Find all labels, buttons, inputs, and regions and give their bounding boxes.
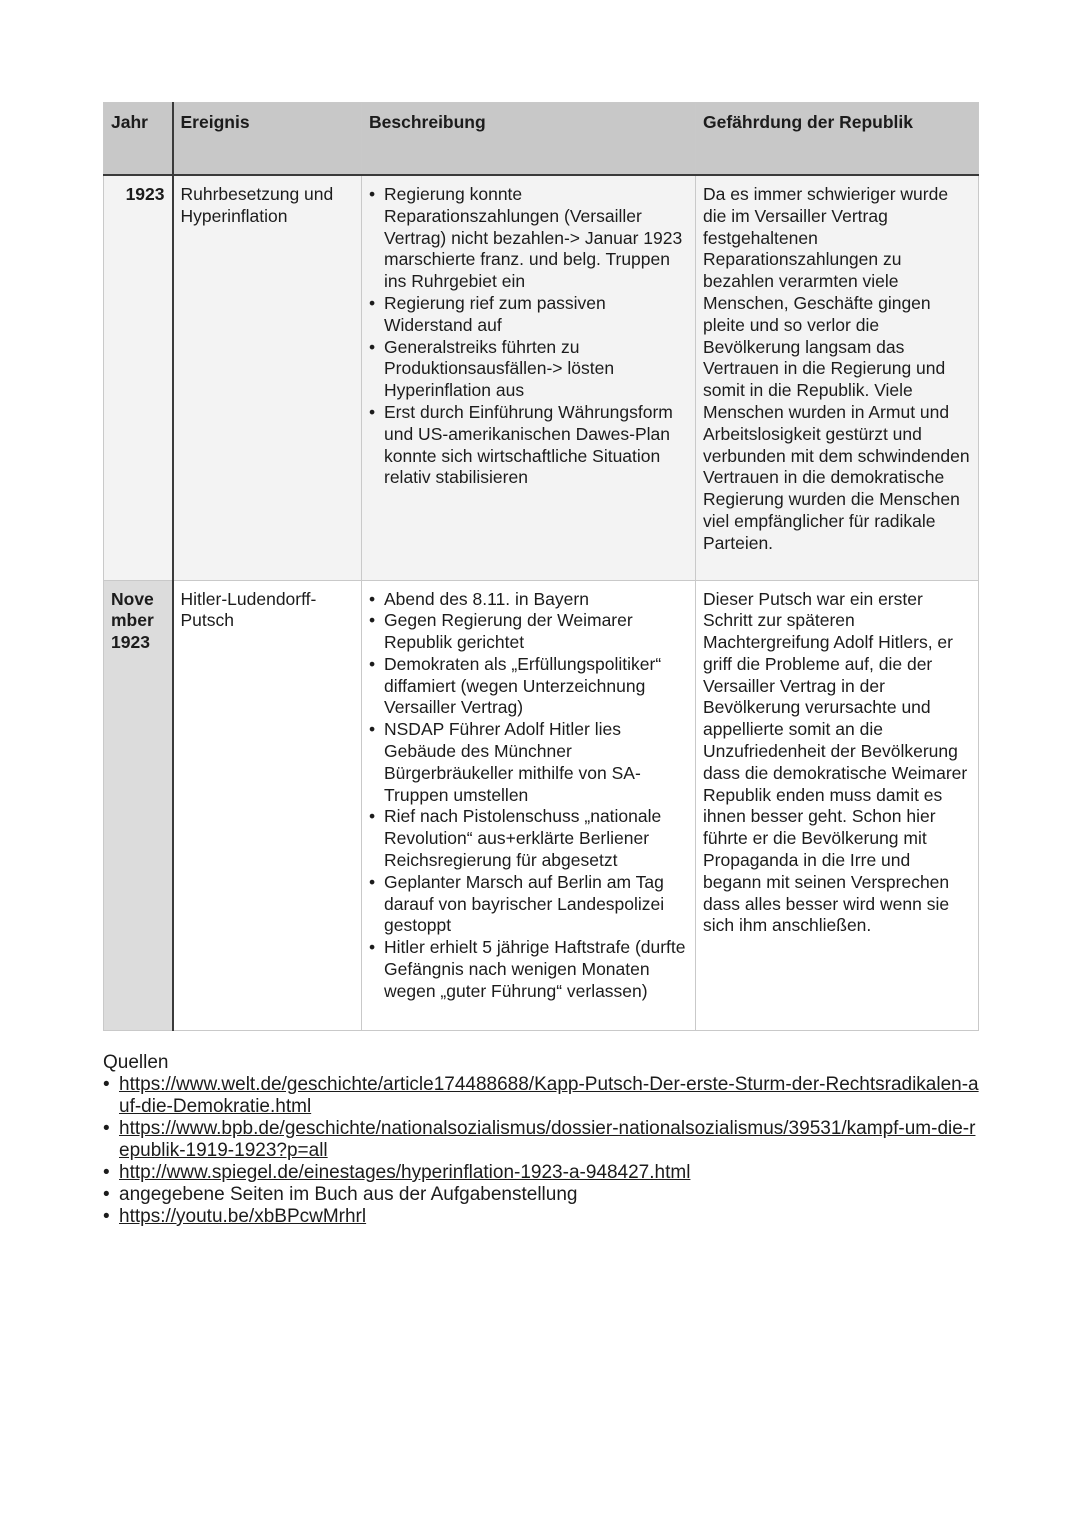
sources-list: [103, 1074, 983, 1228]
source-item: [103, 1162, 983, 1184]
list-item: • Geplanter Marsch auf Berlin am Tag darauf von bayrischer Landespolizei gestoppt: [369, 872, 688, 937]
source-link[interactable]: https://www.bpb.de/geschichte/nationalsozialismus/dossier-nationalsozialismus/39531/kampf-um-die-republik-1919-1923?p=all: [119, 1118, 976, 1161]
header-event: Ereignis: [173, 103, 362, 176]
list-item: • Abend des 8.11. in Bayern: [369, 589, 688, 611]
list-item: • Regierung rief zum passiven Widerstand auf: [369, 293, 688, 337]
list-item: • Generalstreiks führten zu Produktionsausfällen-> lösten Hyperinflation aus: [369, 337, 688, 402]
list-item: • Rief nach Pistolenschuss „nationale Revolution“ aus+erklärte Berliener Reichsregierung für abgesetzt: [369, 806, 688, 871]
source-link[interactable]: http://www.spiegel.de/einestages/hyperinflation-1923-a-948427.html: [119, 1162, 691, 1183]
list-item: • NSDAP Führer Adolf Hitler lies Gebäude des Münchner Bürgerbräukeller mithilfe von SA-Truppen umstellen: [369, 719, 688, 806]
list-item: • Demokraten als „Erfüllungspolitiker“ diffamiert (wegen Unterzeichnung Versailler Vertrag): [369, 654, 688, 719]
description-list: [369, 589, 688, 1003]
sources-title: Quellen: [103, 1052, 169, 1073]
event-cell: Hitler-Ludendorff-Putsch: [173, 580, 362, 1030]
list-item: • Regierung konnte Reparationszahlungen (Versailler Vertrag) nicht bezahlen-> Januar 1923 marschierte franz. und belg. Truppen ins Ruhrgebiet ein: [369, 184, 688, 293]
source-item: [103, 1206, 983, 1228]
source-item: [103, 1118, 983, 1162]
table-header-row: [104, 103, 979, 176]
table-row: [104, 580, 979, 1030]
header-description: Beschreibung: [362, 103, 696, 176]
sources-section: [103, 1052, 983, 1228]
description-list: [369, 184, 688, 489]
event-cell: Ruhrbesetzung und Hyperinflation: [173, 175, 362, 580]
year-cell: 1923: [104, 175, 173, 580]
table-row: [104, 175, 979, 580]
source-text: angegebene Seiten im Buch aus der Aufgabenstellung: [119, 1184, 578, 1205]
list-item: • Erst durch Einführung Währungsform und US-amerikanischen Dawes-Plan konnte sich wirtschaftliche Situation relativ stabilisieren: [369, 402, 688, 489]
list-item: • Gegen Regierung der Weimarer Republik gerichtet: [369, 610, 688, 654]
source-item: [103, 1184, 983, 1206]
description-cell: [362, 580, 696, 1030]
history-table: [103, 102, 979, 1031]
danger-cell: Dieser Putsch war ein erster Schritt zur späteren Machtergreifung Adolf Hitlers, er griff die Probleme auf, die der Versailler Vertrag in der Bevölkerung verursachte und appellierte somit an die Unzufriedenheit der Bevölkerung dass die demokratische Weimarer Republik enden muss damit es ihnen besser geht. Schon hier führte er die Bevölkerung mit Propaganda in die Irre und begann mit seinen Versprechen dass alles besser wird wenn sie sich ihm anschließen.: [696, 580, 979, 1030]
source-link[interactable]: https://www.welt.de/geschichte/article174488688/Kapp-Putsch-Der-erste-Sturm-der-Rechtsradikalen-auf-die-Demokratie.html: [119, 1074, 979, 1117]
description-cell: [362, 175, 696, 580]
source-link[interactable]: https://youtu.be/xbBPcwMrhrl: [119, 1206, 367, 1227]
source-item: [103, 1074, 983, 1118]
list-item: • Hitler erhielt 5 jährige Haftstrafe (durfte Gefängnis nach wenigen Monaten wegen „guter Führung“ verlassen): [369, 937, 688, 1002]
danger-cell: Da es immer schwieriger wurde die im Versailler Vertrag festgehaltenen Reparationszahlungen zu bezahlen verarmten viele Menschen, Geschäfte gingen pleite und so verlor die Bevölkerung langsam das Vertrauen in die Regierung und somit in die Republik. Viele Menschen wurden in Armut und Arbeitslosigkeit gestürzt und verbunden mit dem schwindenden Vertrauen in die demokratische Regierung wurden die Menschen viel empfänglicher für radikale Parteien.: [696, 175, 979, 580]
header-danger: Gefährdung der Republik: [696, 103, 979, 176]
year-cell: Nove mber 1923: [104, 580, 173, 1030]
header-year: Jahr: [104, 103, 173, 176]
